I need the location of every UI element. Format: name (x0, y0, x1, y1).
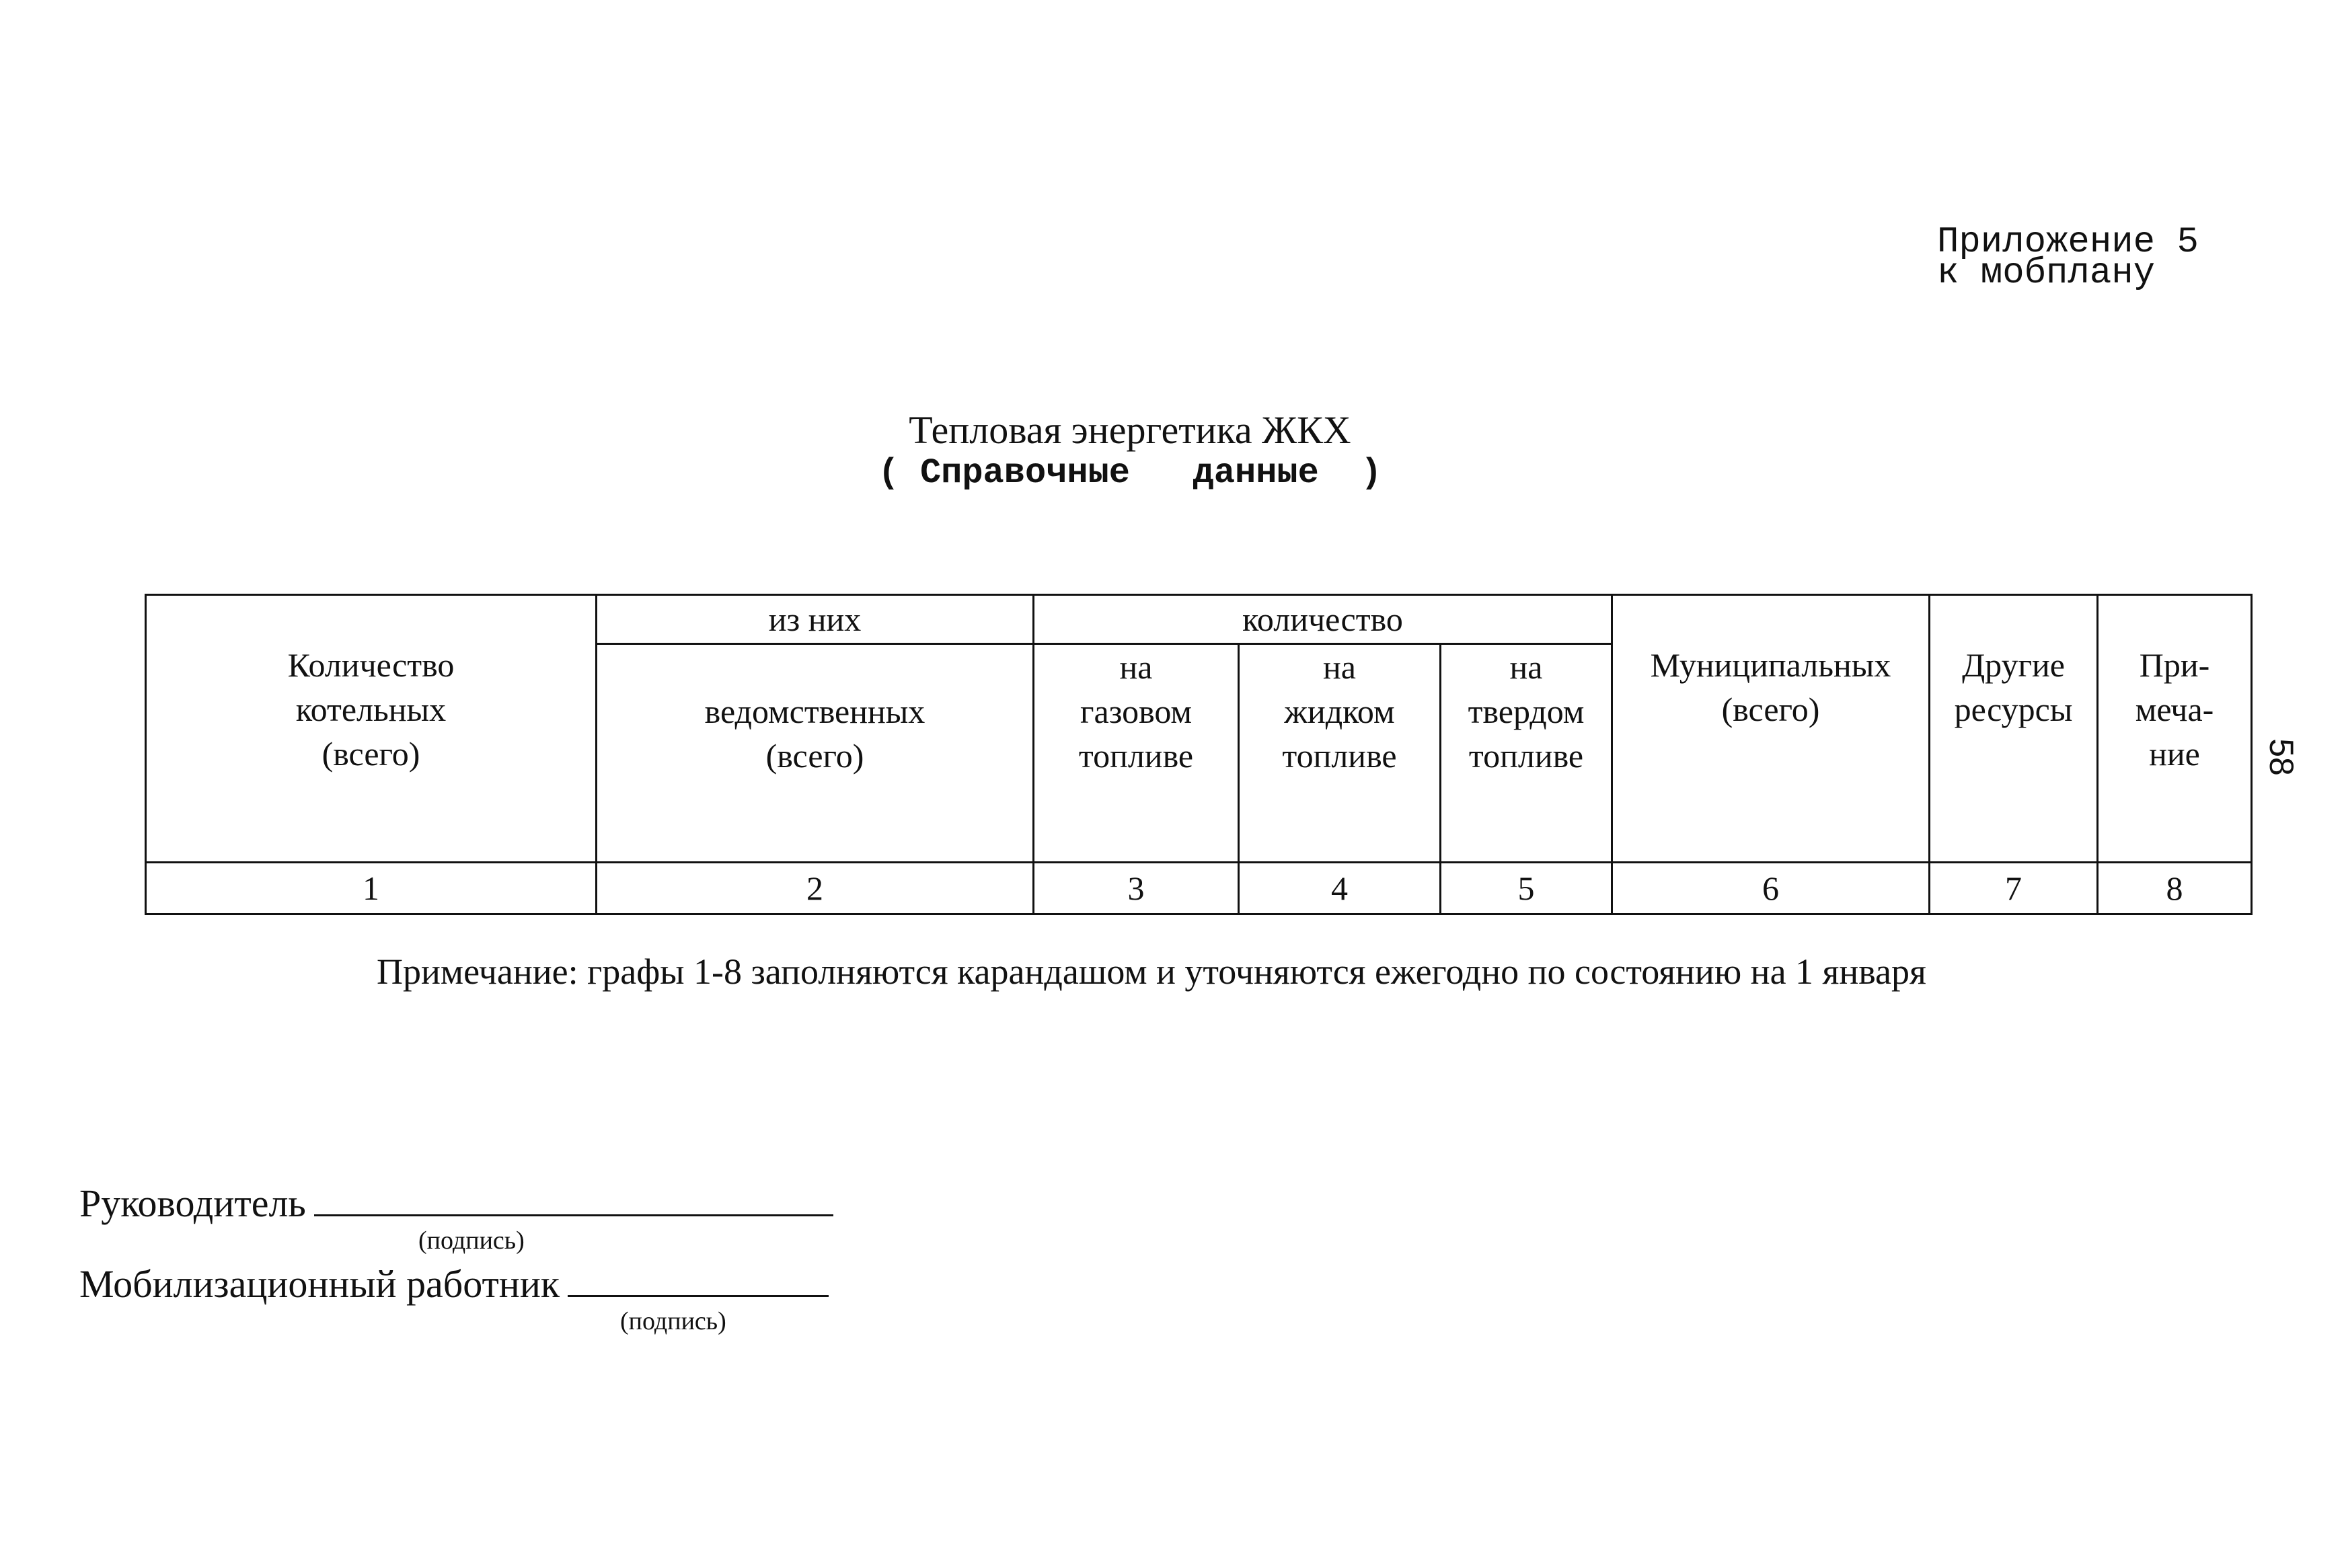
header-departmental (597, 644, 1034, 863)
header-municipal-line-2: (всего) (1721, 691, 1820, 728)
column-number-4: 4 (1239, 863, 1441, 914)
header-gas-fuel-line-2: газовом (1080, 693, 1193, 730)
column-number-3: 3 (1034, 863, 1239, 914)
header-solid-fuel (1441, 644, 1612, 863)
appendix-line-1: Приложение 5 (1937, 222, 2199, 263)
appendix-label (1937, 222, 2199, 294)
column-number-2: 2 (597, 863, 1034, 914)
head-label: Руководитель (79, 1181, 306, 1225)
mob-signature-field (568, 1259, 829, 1297)
header-gas-fuel (1034, 644, 1239, 863)
header-other-resources-line-2: ресурсы (1954, 691, 2073, 728)
header-boiler-count-line-1: Количество (287, 646, 455, 684)
head-signature-caption: (подпись) (418, 1226, 525, 1255)
mob-signature-caption: (подпись) (620, 1307, 726, 1335)
column-number-1: 1 (146, 863, 597, 914)
head-signature-field (314, 1178, 833, 1216)
header-gas-fuel-line-1: на (1119, 648, 1153, 686)
header-other-resources-line-1: Другие (1962, 646, 2065, 684)
header-boiler-count-line-3: (всего) (322, 735, 420, 773)
header-solid-fuel-line-3: топливе (1468, 737, 1584, 775)
header-departmental-line-1: ведомственных (704, 693, 925, 730)
document-subtitle: ( Справочные данные ) (878, 453, 1382, 493)
header-remark (2098, 595, 2252, 863)
mob-label: Мобилизационный работник (79, 1262, 560, 1306)
header-boiler-count-line-2: котельных (295, 691, 447, 728)
header-of-them: из них (597, 595, 1034, 644)
header-municipal (1612, 595, 1930, 863)
column-number-6: 6 (1612, 863, 1930, 914)
head-signature-line (79, 1178, 833, 1227)
header-remark-line-3: ние (2149, 735, 2200, 773)
document-title: Тепловая энергетика ЖКХ (909, 408, 1351, 452)
mob-signature-line (79, 1259, 829, 1308)
header-remark-line-1: При- (2139, 646, 2210, 684)
column-number-7: 7 (1930, 863, 2098, 914)
data-table (145, 594, 2253, 915)
column-number-5: 5 (1441, 863, 1612, 914)
appendix-line-2: к мобплану (1937, 253, 2156, 294)
table-note: Примечание: графы 1-8 заполняются карандашом и уточняются ежегодно по состоянию на 1 января (377, 951, 1926, 992)
header-liquid-fuel-line-3: топливе (1282, 737, 1397, 775)
header-liquid-fuel-line-1: на (1323, 648, 1356, 686)
header-solid-fuel-line-2: твердом (1468, 693, 1585, 730)
header-departmental-line-2: (всего) (765, 737, 864, 775)
header-boiler-count (146, 595, 597, 863)
header-municipal-line-1: Муниципальных (1650, 646, 1891, 684)
header-gas-fuel-line-3: топливе (1078, 737, 1194, 775)
header-other-resources (1930, 595, 2098, 863)
header-solid-fuel-line-1: на (1509, 648, 1543, 686)
header-liquid-fuel-line-2: жидком (1284, 693, 1395, 730)
header-remark-line-2: меча- (2135, 691, 2214, 728)
column-number-8: 8 (2098, 863, 2252, 914)
page-number: 58 (2263, 738, 2300, 776)
header-quantity: количество (1034, 595, 1612, 644)
header-liquid-fuel (1239, 644, 1441, 863)
